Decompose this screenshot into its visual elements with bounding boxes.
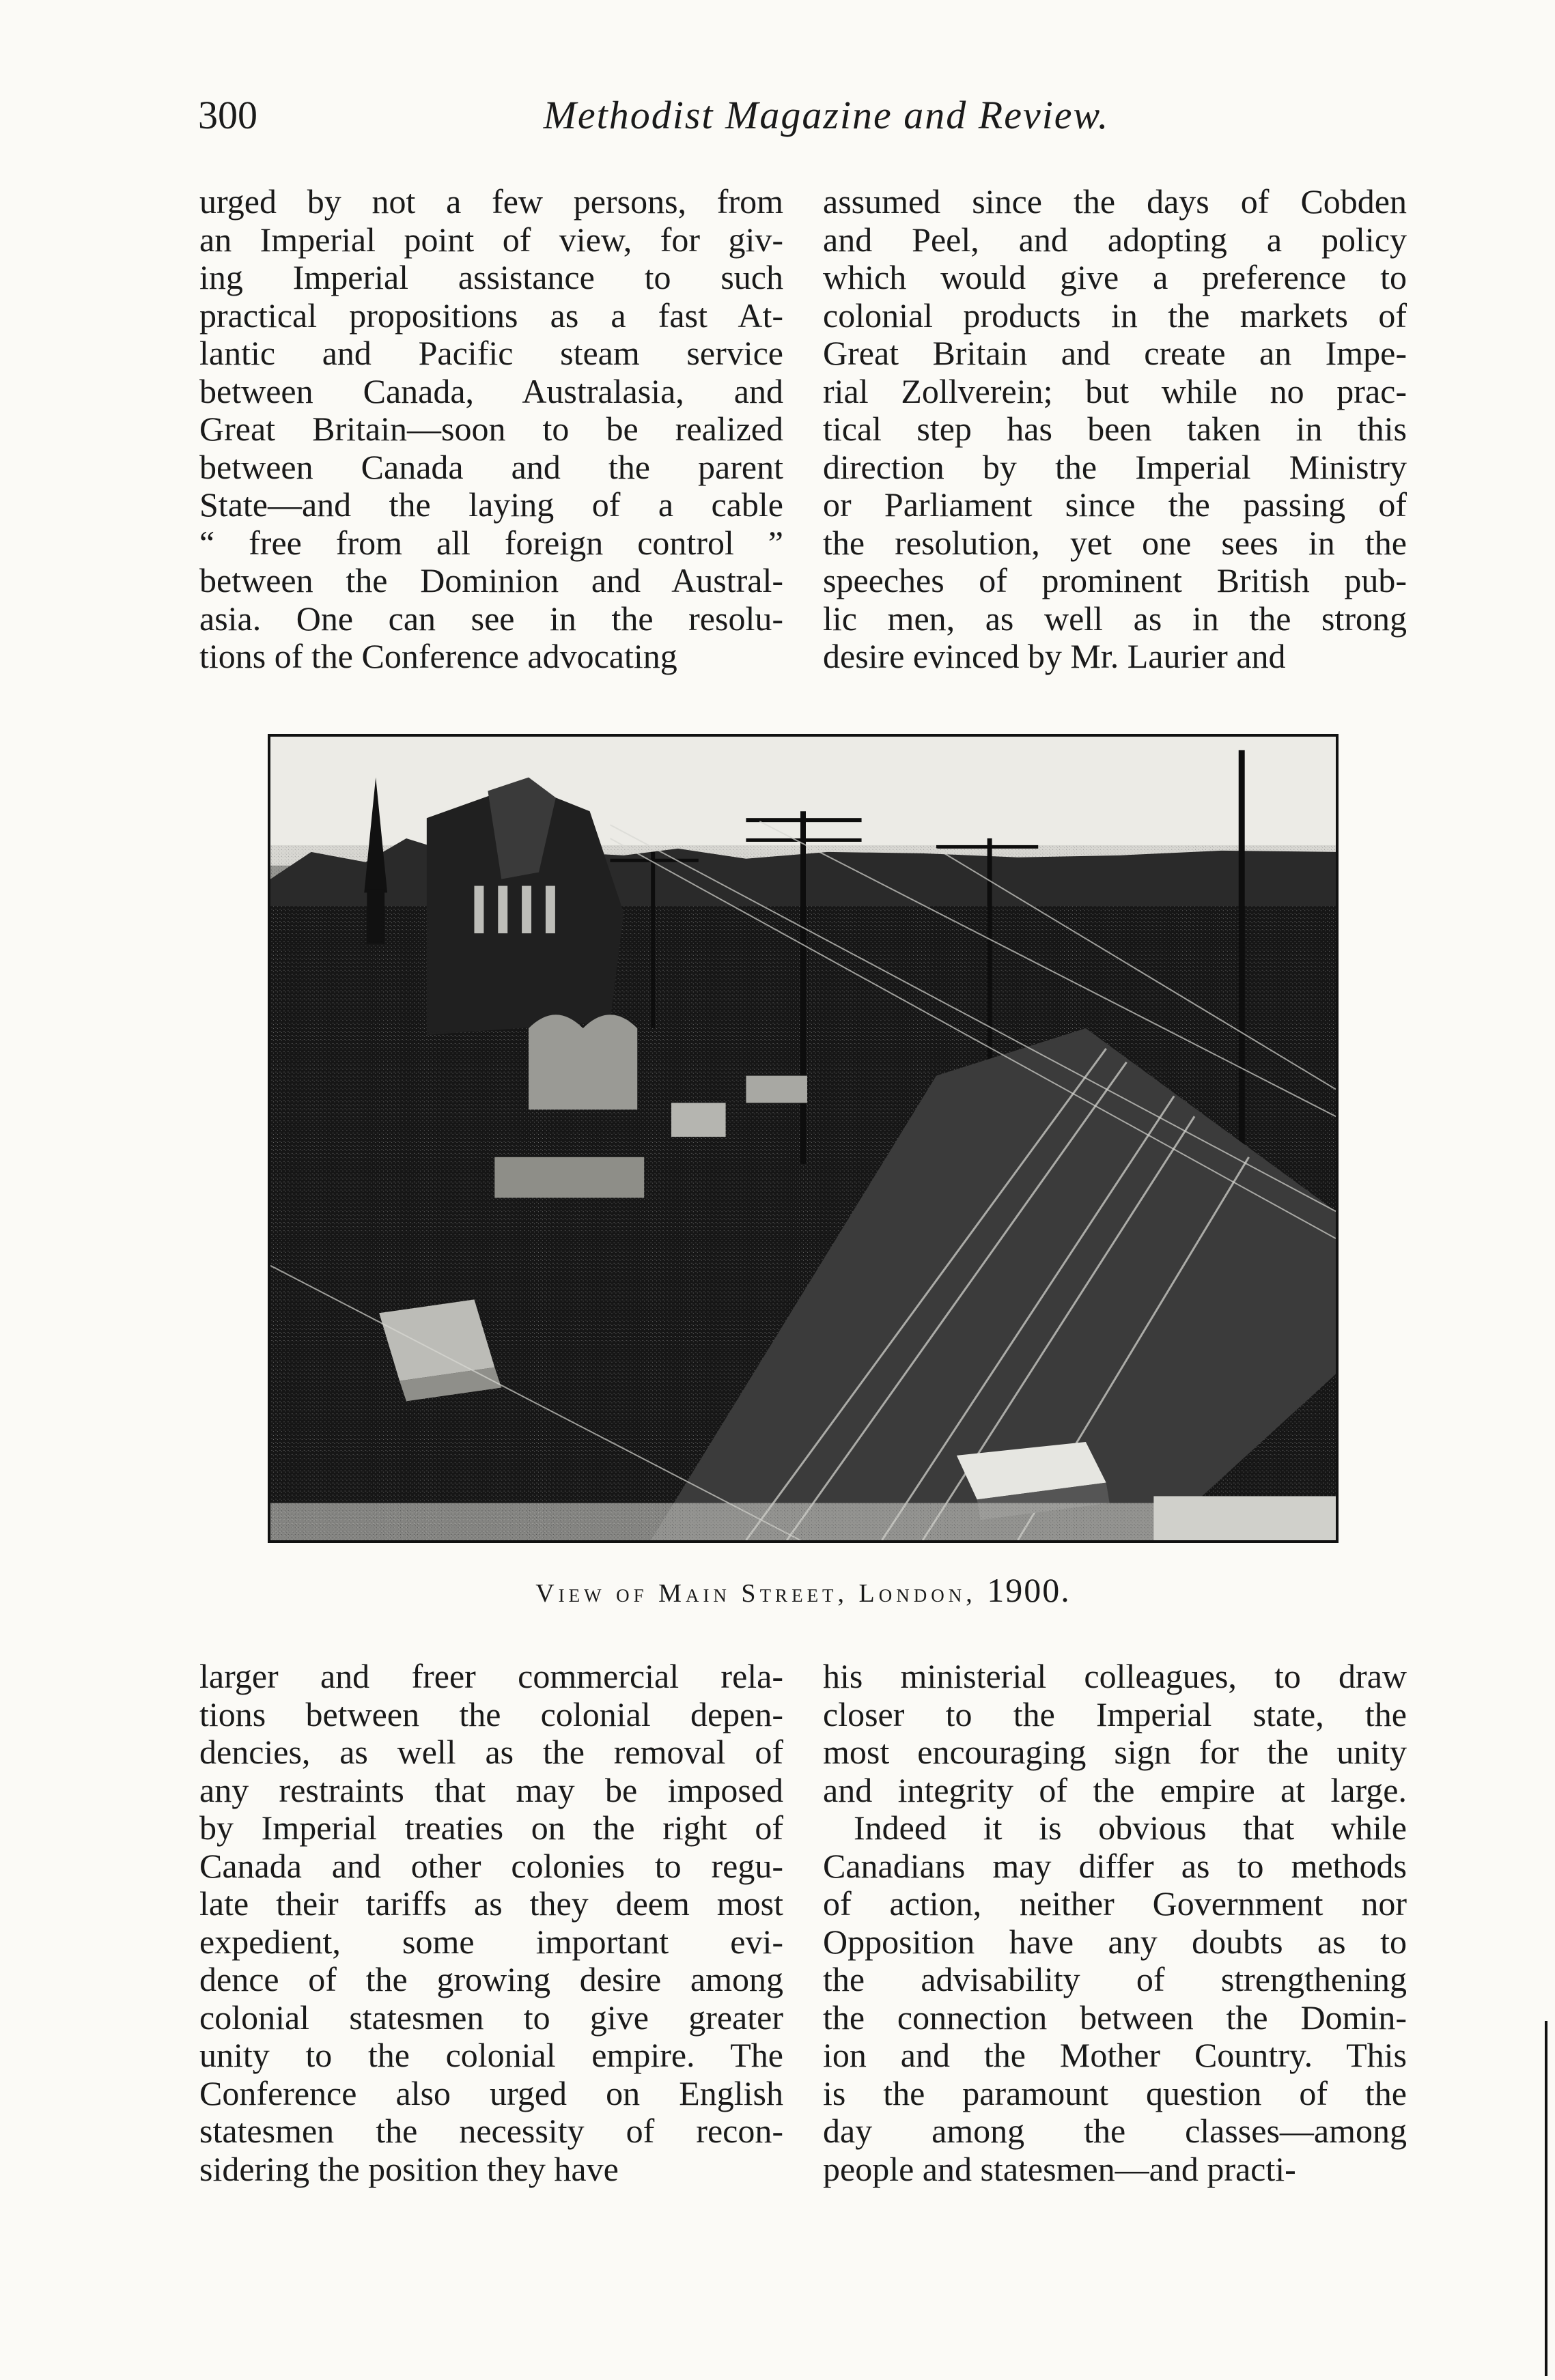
text-line: unity to the colonial empire. The	[199, 2037, 783, 2074]
text-line: sidering the position they have	[199, 2150, 619, 2188]
text-line: ion and the Mother Country. This	[823, 2037, 1407, 2074]
text-line: or Parliament since the passing of	[823, 486, 1407, 524]
column-top-right	[823, 183, 1407, 676]
text-line: the advisability of strengthening	[823, 1961, 1407, 1998]
text-line: most encouraging sign for the unity	[823, 1733, 1407, 1771]
caption-text: View of Main Street, London,	[535, 1579, 977, 1608]
text-line: lantic and Pacific steam service	[199, 335, 783, 372]
text-line: statesmen the necessity of recon-	[199, 2112, 783, 2150]
text-line: rial Zollverein; but while no prac-	[823, 372, 1407, 410]
text-line: which would give a preference to	[823, 259, 1407, 296]
text-line: between Canada, Australasia, and	[199, 372, 783, 410]
figure-caption	[268, 1570, 1339, 1610]
text-line: closer to the Imperial state, the	[823, 1695, 1407, 1733]
text-line: an Imperial point of view, for giv-	[199, 221, 783, 259]
text-line: between Canada and the parent	[199, 448, 783, 486]
text-line: Great Britain and create an Impe-	[823, 335, 1407, 372]
text-line: ing Imperial assistance to such	[199, 259, 783, 296]
text-line: Opposition have any doubts as to	[823, 1923, 1407, 1961]
text-line: speeches of prominent British pub-	[823, 562, 1407, 599]
text-line: is the paramount question of the	[823, 2074, 1407, 2112]
text-line: tical step has been taken in this	[823, 410, 1407, 448]
text-line: direction by the Imperial Ministry	[823, 448, 1407, 486]
text-line: dencies, as well as the removal of	[199, 1733, 783, 1771]
text-line: tions between the colonial depen-	[199, 1695, 783, 1733]
column-bottom-left	[199, 1658, 783, 2188]
text-line: by Imperial treaties on the right of	[199, 1809, 783, 1847]
page-number: 300	[198, 93, 257, 137]
text-line: expedient, some important evi-	[199, 1923, 783, 1961]
page-header	[198, 92, 1420, 147]
text-line: urged by not a few persons, from	[199, 183, 783, 221]
running-head: Methodist Magazine and Review.	[543, 93, 1110, 137]
text-line: between the Dominion and Austral-	[199, 562, 783, 599]
text-line: State—and the laying of a cable	[199, 486, 783, 524]
text-line: “ free from all foreign control ”	[199, 524, 783, 562]
text-line: Canada and other colonies to regu-	[199, 1847, 783, 1885]
street-photograph	[268, 734, 1339, 1543]
text-line: the resolution, yet one sees in the	[823, 524, 1407, 562]
text-line: colonial products in the markets of	[823, 296, 1407, 335]
text-line: dence of the growing desire among	[199, 1961, 783, 1998]
margin-rule	[1545, 2021, 1547, 2376]
text-line: lic men, as well as in the strong	[823, 599, 1407, 638]
text-line: the connection between the Domin-	[823, 1998, 1407, 2037]
text-line: of action, neither Government nor	[823, 1885, 1407, 1923]
text-line: Great Britain—soon to be realized	[199, 410, 783, 448]
text-line: practical propositions as a fast At-	[199, 296, 783, 335]
caption-year: 1900.	[987, 1571, 1071, 1609]
text-line: his ministerial colleagues, to draw	[823, 1658, 1407, 1695]
text-line: assumed since the days of Cobden	[823, 183, 1407, 221]
text-line: asia. One can see in the resolu-	[199, 599, 783, 638]
text-line: Indeed it is obvious that while	[854, 1809, 1407, 1847]
text-line: and integrity of the empire at large.	[823, 1771, 1407, 1809]
text-line: Conference also urged on English	[199, 2074, 783, 2112]
column-bottom-right	[823, 1658, 1407, 2188]
text-line: people and statesmen—and practi-	[823, 2150, 1296, 2188]
text-line: any restraints that may be imposed	[199, 1771, 783, 1809]
text-line: and Peel, and adopting a policy	[823, 221, 1407, 259]
text-line: day among the classes—among	[823, 2112, 1407, 2150]
text-line: late their tariffs as they deem most	[199, 1885, 783, 1923]
text-line: colonial statesmen to give greater	[199, 1998, 783, 2037]
text-line: tions of the Conference advocating	[199, 638, 677, 675]
column-top-left	[199, 183, 783, 676]
text-line: larger and freer commercial rela-	[199, 1658, 783, 1695]
text-line: desire evinced by Mr. Laurier and	[823, 638, 1286, 675]
street-photograph-illustration	[270, 737, 1336, 1540]
text-line: Canadians may differ as to methods	[823, 1847, 1407, 1885]
